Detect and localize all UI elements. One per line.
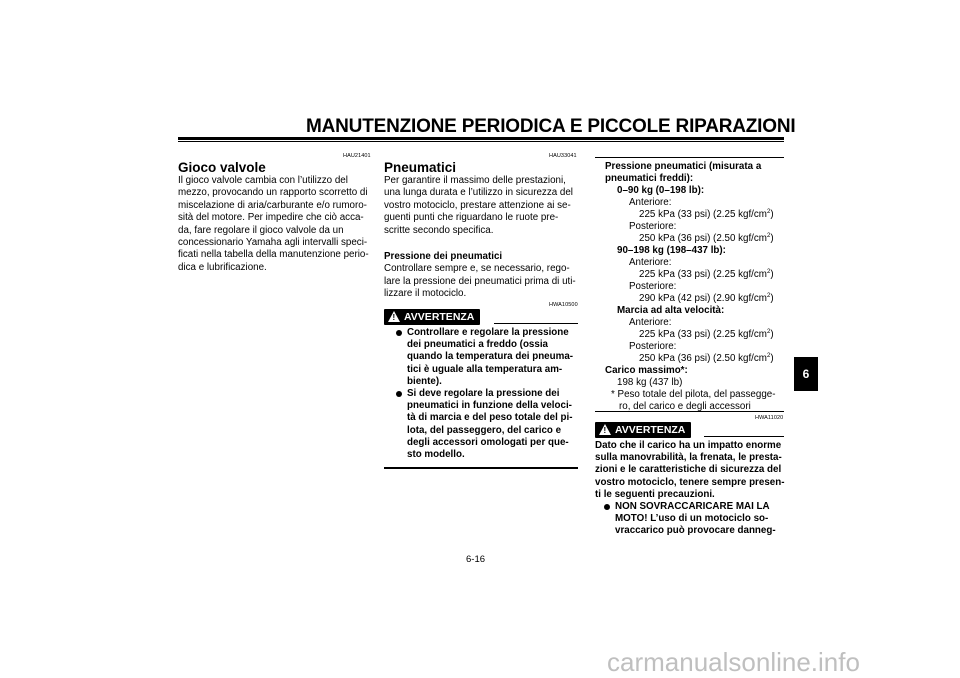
load-range-label: 0–90 kg (0–198 lb):	[617, 185, 705, 196]
pressure-value: 250 kPa (36 psi) (2.50 kgf/$cm^2$)	[639, 233, 774, 244]
page-header-title: MANUTENZIONE PERIODICA E PICCOLE RIPARAZIONI	[306, 116, 796, 137]
pressure-value: 225 kPa (33 psi) (2.25 kgf/$cm^2$)	[639, 329, 774, 340]
section-heading-tires: Pneumatici	[384, 160, 457, 175]
warning-code: HWA11020	[755, 415, 784, 421]
load-range-label: 90–198 kg (198–437 lb):	[617, 245, 726, 256]
tire-pressure-spec-box	[595, 157, 784, 412]
section-code: HAU33041	[549, 153, 577, 159]
spec-title: pneumatici freddi):	[605, 173, 694, 184]
bullet-icon	[604, 504, 610, 510]
rear-label: Posteriore:	[629, 221, 677, 232]
footnote: ro, del carico e degli accessori	[619, 401, 751, 412]
bullet-icon	[396, 391, 402, 397]
pressure-value: 250 kPa (36 psi) (2.50 kgf/$cm^2$)	[639, 353, 774, 364]
warning-badge: ! AVVERTENZA	[384, 309, 480, 325]
warning-code: HWA10500	[549, 302, 578, 308]
load-warning-text: Dato che il carico ha un impatto enorme sulla manovrabilità, la frenata, le presta- zioni e le caratteristiche di sicurezza del vostro motociclo, tenere sempre presen- ti le seguenti precauzioni.	[595, 440, 785, 500]
section-code: HAU21401	[343, 153, 371, 159]
warning-rule	[704, 436, 784, 437]
page-number: 6-16	[466, 554, 486, 565]
load-warning-list	[603, 501, 784, 538]
rear-label: Posteriore:	[629, 281, 677, 292]
warning-bottom-rule	[384, 467, 578, 469]
tire-warning-list	[395, 327, 578, 461]
max-load-label: Carico massimo*:	[605, 365, 688, 376]
subheading-tire-pressure: Pressione dei pneumatici	[384, 251, 503, 262]
front-label: Anteriore:	[629, 257, 672, 268]
pressure-value: 290 kPa (42 psi) (2.90 kgf/$cm^2$)	[639, 293, 774, 304]
high-speed-label: Marcia ad alta velocità:	[617, 305, 725, 316]
warning-rule	[494, 323, 578, 324]
footnote: * Peso totale del pilota, del passegge-	[611, 389, 776, 400]
header-rule	[178, 137, 784, 140]
valve-clearance-text: Il gioco valvole cambia con l’utilizzo del mezzo, provocando un rapporto scorretto di miscelazione di aria/carburante e/o rumoro- sità del motore. Per impedire che ciò acca- da, fare regolare il gioco valvole da un concessionario Yamaha agli intervalli speci- ficati nella tabella della manutenzione perio- dica e lubrificazione.	[178, 175, 369, 273]
header-rule-thin	[178, 141, 784, 142]
tires-intro-text: Per garantire il massimo delle prestazioni, una lunga durata e l’utilizzo in sicurezza del vostro motociclo, prestare attenzione ai se- guenti punti che riguardano le ruote pre- scritte secondo specifica.	[384, 175, 573, 236]
front-label: Anteriore:	[629, 317, 672, 328]
warning-badge: ! AVVERTENZA	[595, 422, 691, 438]
tire-pressure-text: Pressione dei pneumatici Controllare sempre e, se necessario, rego- lare la pressione dei pneumatici prima di uti- lizzare il motociclo.	[384, 251, 578, 301]
bullet-icon	[396, 330, 402, 336]
pressure-value: 225 kPa (33 psi) (2.25 kgf/$cm^2$)	[639, 269, 774, 280]
list-item: Si deve regolare la pressione dei pneumatici in funzione della veloci- tà di marcia e del peso totale del pi- lota, del passeggero, del carico e degli accessori omologati per que- sto modello.	[395, 388, 578, 461]
spec-title: Pressione pneumatici (misurata a	[605, 161, 762, 172]
front-label: Anteriore:	[629, 197, 672, 208]
list-item: NON SOVRACCARICARE MAI LA MOTO! L’uso di un motociclo so- vraccarico può provocare danneg-	[603, 501, 784, 538]
watermark: carmanualsonline.info	[607, 647, 860, 677]
list-item: Controllare e regolare la pressione dei pneumatici a freddo (ossia quando la temperatura dei pneuma- tici è uguale alla temperatura am- biente).	[395, 327, 578, 388]
section-heading-valve-clearance: Gioco valvole	[178, 160, 266, 175]
rear-label: Posteriore:	[629, 341, 677, 352]
max-load-value: 198 kg (437 lb)	[617, 377, 683, 388]
pressure-value: 225 kPa (33 psi) (2.25 kgf/$cm^2$)	[639, 209, 774, 220]
chapter-tab: 6	[794, 357, 818, 391]
